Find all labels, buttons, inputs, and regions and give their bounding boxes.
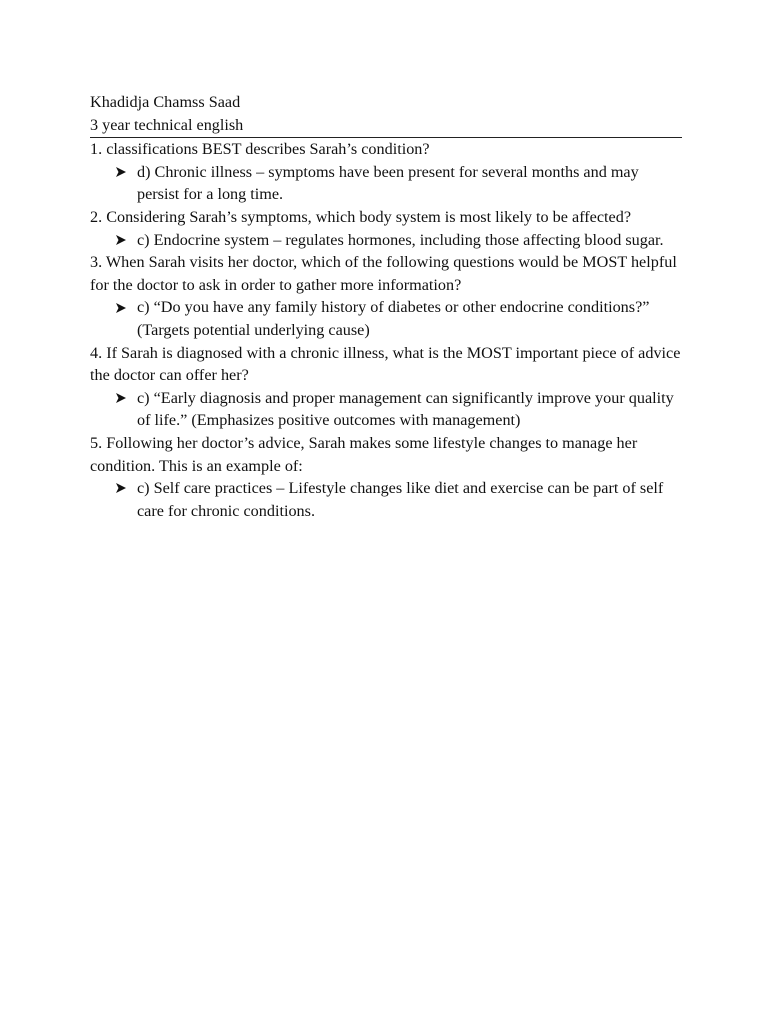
answer-text: c) Self care practices – Lifestyle changes like diet and exercise can be part of self care for chronic conditions. [137,479,664,520]
question-list [90,138,682,522]
question-text: 1. classifications BEST describes Sarah’s condition? [90,140,430,159]
course-title: 3 year technical english [90,115,244,134]
author-name: Khadidja Chamss Saad [90,93,241,111]
question-text: 5. Following her doctor’s advice, Sarah makes some lifestyle changes to manage her condition. This is an example of: [90,433,638,475]
answer-row [90,161,682,206]
arrowhead-bullet-icon [115,296,137,319]
answer-row [90,229,682,252]
arrowhead-bullet-icon [115,161,137,184]
answer-text: c) “Do you have any family history of diabetes or other endocrine conditions?” (Targets potential underlying cause) [137,298,650,339]
answer-text: c) Endocrine system – regulates hormones, including those affecting blood sugar. [137,230,664,249]
answer-row [90,296,682,341]
question-text: 4. If Sarah is diagnosed with a chronic illness, what is the MOST important piece of advice the doctor can offer her? [90,343,681,385]
question-item [90,138,682,206]
arrowhead-bullet-icon [115,229,137,252]
answer-text: d) Chronic illness – symptoms have been present for several months and may persist for a long time. [137,162,639,204]
question-item [90,432,682,522]
question-text: 2. Considering Sarah’s symptoms, which body system is most likely to be affected? [90,207,632,226]
question-item [90,342,682,432]
question-item [90,251,682,341]
answer-text: c) “Early diagnosis and proper management can significantly improve your quality of life.” (Emphasizes positive outcomes with management) [137,388,674,430]
arrowhead-bullet-icon [115,387,137,410]
question-text: 3. When Sarah visits her doctor, which of the following questions would be MOST helpful for the doctor to ask in order to gather more information? [90,253,677,294]
document-page [90,91,682,522]
arrowhead-bullet-icon [115,477,137,500]
question-item [90,206,682,251]
answer-row [90,477,682,522]
answer-row [90,387,682,432]
